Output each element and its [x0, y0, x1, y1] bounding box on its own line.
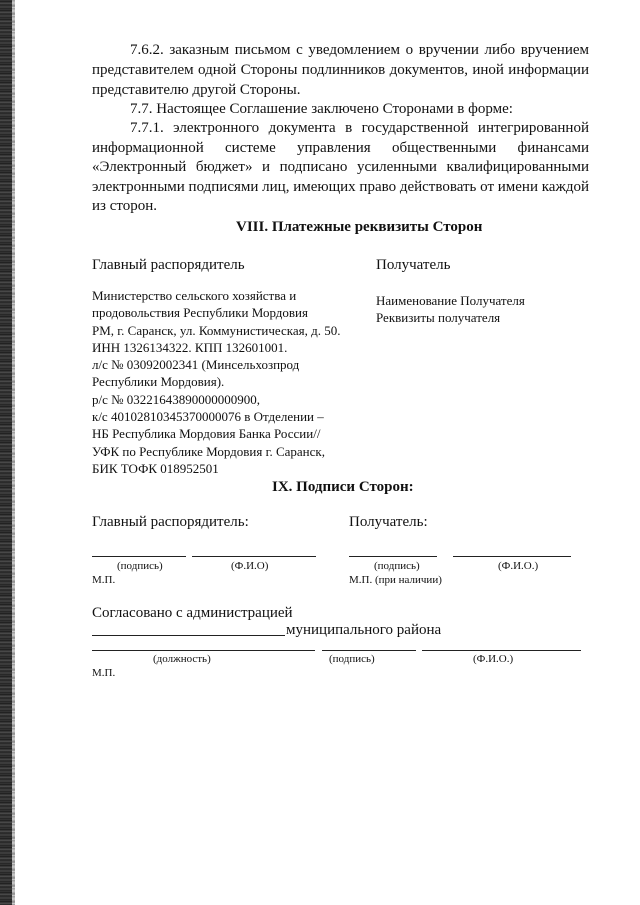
recipient-details — [376, 292, 525, 327]
scan-edge — [0, 0, 12, 905]
payer-detail-line: УФК по Республике Мордовия г. Саранск, — [92, 443, 325, 459]
approval-position-caption: (должность) — [153, 653, 211, 665]
payer-seal-mark: М.П. — [92, 574, 116, 586]
payer-heading: Главный распорядитель — [92, 257, 245, 273]
recipient-sign-caption: (подпись) — [374, 560, 420, 572]
recipient-name-line — [453, 556, 571, 557]
approval-signature-line — [322, 650, 416, 651]
clause-7-7-1-line-2: информационной системе управления общественными финансами — [92, 140, 589, 156]
district-name-line — [92, 635, 285, 636]
approval-sign-caption: (подпись) — [329, 653, 375, 665]
payer-detail-line: Республики Мордовия). — [92, 374, 225, 390]
clause-7-6-2-line-3: представителю другой Стороны. — [92, 82, 301, 98]
payer-details — [92, 287, 341, 477]
approval-text: Согласовано с администрацией — [92, 605, 293, 621]
approval-name-caption: (Ф.И.О.) — [473, 653, 514, 665]
payer-name-caption: (Ф.И.О) — [231, 560, 269, 572]
recipient-detail-line: Наименование Получателя — [376, 293, 525, 308]
section-8-title: VIII. Платежные реквизиты Сторон — [236, 219, 483, 235]
payer-detail-line: р/с № 03221643890000000900, — [92, 391, 261, 407]
clause-7-7: 7.7. Настоящее Соглашение заключено Сторонами в форме: — [130, 101, 513, 117]
recipient-heading: Получатель — [376, 257, 451, 273]
payer-detail-line: Министерство сельского хозяйства и — [92, 288, 297, 303]
payer-detail-line: НБ Республика Мордовия Банка России// — [92, 426, 321, 442]
scan-edge-shadow — [12, 0, 15, 905]
approval-name-line — [422, 650, 581, 651]
clause-7-6-2-line-1: 7.6.2. заказным письмом с уведомлением о вручении либо вручением — [130, 42, 589, 58]
payer-detail-line: продовольствия Республики Мордовия — [92, 305, 308, 321]
signature-payer-label: Главный распорядитель: — [92, 514, 249, 530]
clause-7-7-1-line-5: из сторон. — [92, 198, 157, 214]
payer-detail-line: БИК ТОФК 018952501 — [92, 460, 219, 476]
recipient-seal-mark: М.П. (при наличии) — [349, 574, 442, 586]
clause-7-7-1-line-3: «Электронный бюджет» и подписано усиленными квалифицированными — [92, 159, 589, 175]
recipient-detail-line: Реквизиты получателя — [376, 310, 501, 326]
signature-recipient-label: Получатель: — [349, 514, 428, 530]
payer-detail-line: к/с 40102810345370000076 в Отделении – — [92, 409, 324, 425]
payer-detail-line: РМ, г. Саранск, ул. Коммунистическая, д. 50. — [92, 322, 341, 338]
payer-sign-caption: (подпись) — [117, 560, 163, 572]
district-text: муниципального района — [286, 622, 442, 638]
payer-signature-line — [92, 556, 186, 557]
approval-position-line — [92, 650, 315, 651]
approval-seal-mark: М.П. — [92, 667, 116, 679]
payer-name-line — [192, 556, 316, 557]
section-9-title: IX. Подписи Сторон: — [272, 479, 414, 495]
payer-detail-line: ИНН 1326134322. КПП 132601001. — [92, 339, 288, 355]
recipient-signature-line — [349, 556, 437, 557]
recipient-name-caption: (Ф.И.О.) — [498, 560, 539, 572]
clause-7-7-1-line-1: 7.7.1. электронного документа в государственной интегрированной — [130, 120, 589, 136]
clause-7-6-2-line-2: представителем одной Стороны подлинников документов, иной информации — [92, 62, 589, 78]
clause-7-7-1-line-4: электронными подписями лиц, имеющих право действовать от имени каждой — [92, 179, 589, 195]
payer-detail-line: л/с № 03092002341 (Минсельхозпрод — [92, 357, 300, 373]
